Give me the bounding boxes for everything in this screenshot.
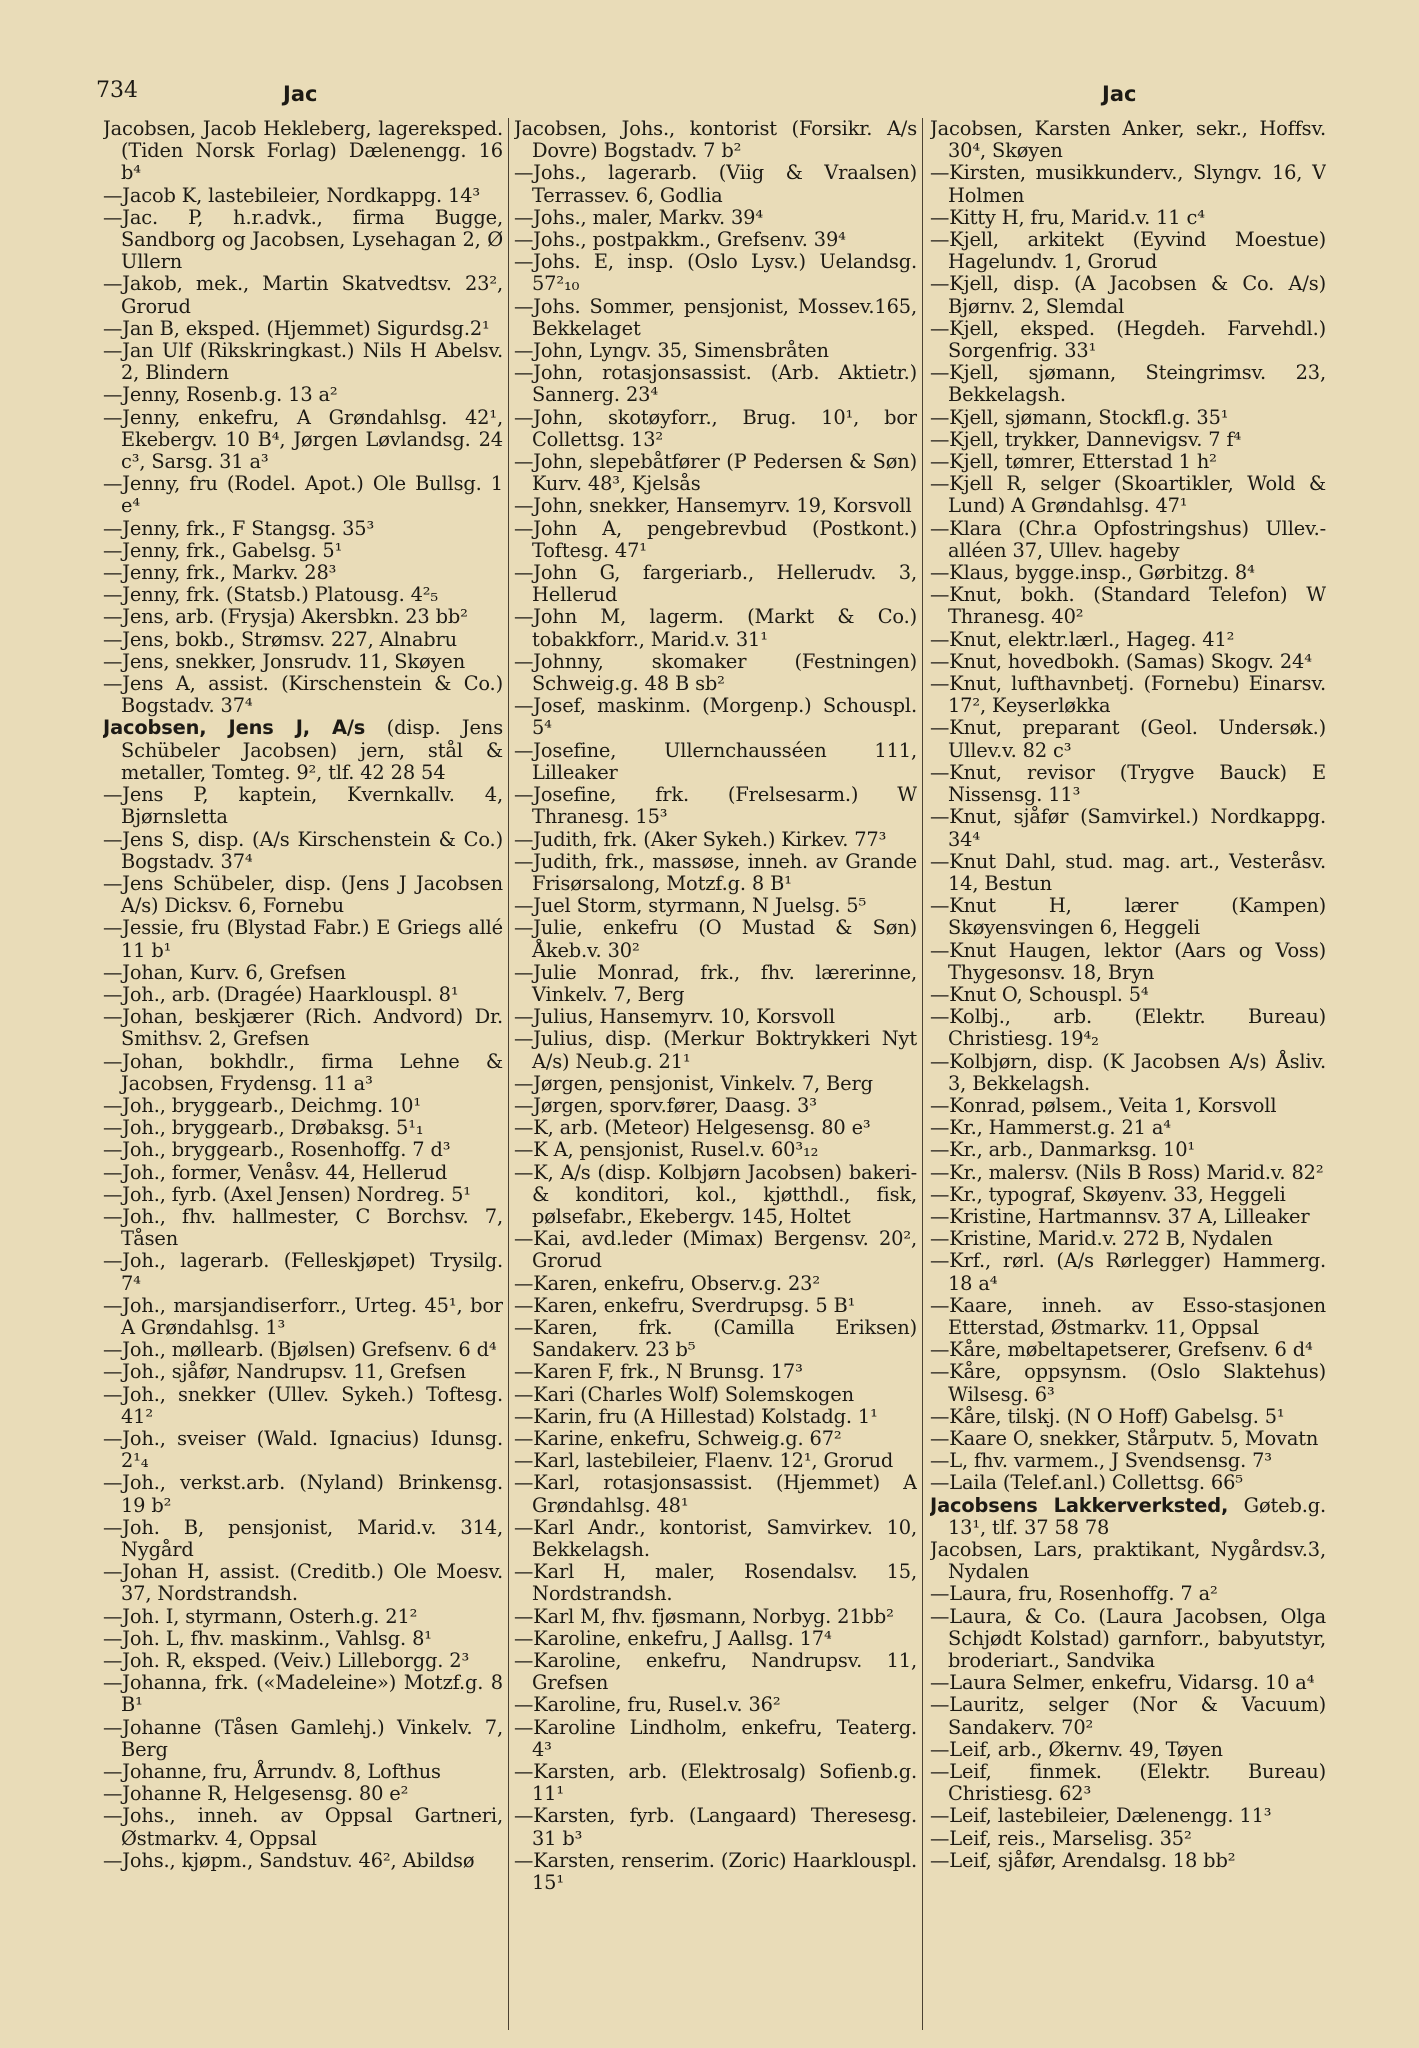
directory-entry: —Kjell, trykker, Dannevigsv. 7 f⁴ bbox=[930, 427, 1242, 451]
directory-entry: —Leif, arb., Økernv. 49, Tøyen bbox=[930, 1737, 1223, 1761]
directory-entry: —Jens, arb. (Frysja) Akersbkn. 23 bb² bbox=[103, 605, 468, 629]
directory-entry: —Leif, lastebileier, Dælenengg. 11³ bbox=[930, 1804, 1272, 1828]
directory-entry: —Knut, sjåfør (Samvirkel.) Nordkappg. 34⁴ bbox=[930, 805, 1326, 851]
directory-entry: —Karen, enkefru, Sverdrupsg. 5 B¹ bbox=[514, 1293, 856, 1317]
directory-entry: —Kr., malersv. (Nils B Ross) Marid.v. 82² bbox=[930, 1160, 1324, 1184]
directory-entry: —Kjell, tømrer, Etterstad 1 h² bbox=[930, 450, 1217, 474]
directory-entry: —Joh. R, eksped. (Veiv.) Lilleborgg. 2³ bbox=[103, 1649, 470, 1673]
directory-entry: —Josefine, frk. (Frelsesarm.) W Thranesg. 15³ bbox=[514, 783, 917, 829]
directory-entry: —Jessie, fru (Blystad Fabr.) E Griegs allé 11 b¹ bbox=[103, 916, 503, 962]
directory-entry: —Jenny, enkefru, A Grøndahlsg. 42¹, Ekebergv. 10 B⁴, Jørgen Løvlandsg. 24 c³, Sarsg. 31 a³ bbox=[103, 405, 503, 474]
directory-entry: —K, arb. (Meteor) Helgesensg. 80 e³ bbox=[514, 1116, 871, 1140]
directory-entry: —Knut, revisor (Trygve Bauck) E Nissensg. 11³ bbox=[930, 760, 1326, 807]
directory-entry: —Jenny, frk., F Stangsg. 35³ bbox=[103, 516, 375, 540]
directory-entry: —Jenny, frk., Markv. 28³ bbox=[103, 561, 337, 585]
directory-entry: —Klara (Chr.a Opfostringshus) Ullev.-alléen 37, Ullev. hageby bbox=[930, 516, 1326, 562]
directory-entry: —Kr., typograf, Skøyenv. 33, Heggeli bbox=[930, 1182, 1286, 1206]
directory-entry: —K, A/s (disp. Kolbjørn Jacobsen) bakeri- & konditori, kol., kjøtthdl., fisk, pølsefabr., Ekebergv. 145, Holtet bbox=[514, 1160, 917, 1228]
directory-entry: —Kirsten, musikkunderv., Slyngv. 16, V Holmen bbox=[930, 161, 1326, 207]
directory-entry: Jacobsens Lakkerverksted, Gøteb.g. 13¹, tlf. 37 58 78 bbox=[930, 1493, 1326, 1539]
directory-entry: —Kjell, sjømann, Steingrimsv. 23, Bekkelagsh. bbox=[930, 361, 1326, 407]
directory-entry: —Jens, snekker, Jonsrudv. 11, Skøyen bbox=[103, 649, 466, 673]
directory-entry: —Knut, hovedbokh. (Samas) Skogv. 24⁴ bbox=[930, 649, 1312, 673]
directory-entry: —Kai, avd.leder (Mimax) Bergensv. 20², Grorud bbox=[514, 1227, 917, 1273]
directory-entry: —Kitty H, fru, Marid.v. 11 c⁴ bbox=[930, 205, 1205, 229]
directory-entry: —Knut, bokh. (Standard Telefon) W Thranesg. 40² bbox=[930, 583, 1326, 629]
directory-entry: —Johan H, assist. (Creditb.) Ole Moesv. 37, Nordstrandsh. bbox=[103, 1560, 503, 1606]
directory-entry: —Julie Monrad, frk., fhv. lærerinne, Vinkelv. 7, Berg bbox=[514, 960, 917, 1006]
column-2 bbox=[514, 118, 917, 2038]
running-header-right: Jac bbox=[1102, 82, 1137, 106]
directory-entry: —Kari (Charles Wolf) Solemskogen bbox=[514, 1382, 854, 1406]
directory-entry: —Knut Haugen, lektor (Aars og Voss) Thygesonsv. 18, Bryn bbox=[930, 938, 1326, 984]
directory-entry: —Johs. Sommer, pensjonist, Mossev.165, Bekkelaget bbox=[514, 294, 917, 340]
directory-entry: —Joh., arb. (Dragée) Haarklouspl. 8¹ bbox=[103, 982, 459, 1006]
directory-entry: —Jørgen, sporv.fører, Daasg. 3³ bbox=[514, 1093, 817, 1117]
directory-entry: —Joh., bryggearb., Rosenhoffg. 7 d³ bbox=[103, 1138, 451, 1162]
directory-entry: —Julius, disp. (Merkur Boktrykkeri Nyt A/s) Neub.g. 21¹ bbox=[514, 1027, 917, 1073]
directory-entry: —Kolbj., arb. (Elektr. Bureau) Christiesg. 19⁴₂ bbox=[930, 1005, 1326, 1051]
directory-entry: —Knut O, Schouspl. 5⁴ bbox=[930, 982, 1149, 1006]
directory-entry: —Karoline Lindholm, enkefru, Teaterg. 4³ bbox=[514, 1715, 917, 1761]
directory-entry: —Karine, enkefru, Schweig.g. 67² bbox=[514, 1426, 842, 1450]
directory-entry: —Laura, & Co. (Laura Jacobsen, Olga Schjødt Kolstad) garnforr., babyutstyr, broderiart., Sandvika bbox=[930, 1604, 1326, 1673]
directory-entry: —Leif, reis., Marselisg. 35² bbox=[930, 1826, 1192, 1850]
directory-entry: —Kr., Hammerst.g. 21 a⁴ bbox=[930, 1116, 1171, 1140]
directory-entry: —Juel Storm, styrmann, N Juelsg. 5⁵ bbox=[514, 894, 867, 918]
directory-entry: Jacobsen, Jens J, A/s (disp. Jens Schübeler Jacobsen) jern, stål & metaller, Tomteg. 9², tlf. 42 28 54 bbox=[103, 716, 503, 784]
directory-entry: —Joh. L, fhv. maskinm., Vahlsg. 8¹ bbox=[103, 1626, 432, 1650]
directory-entry: —John, skotøyforr., Brug. 10¹, bor Collettsg. 13² bbox=[514, 405, 917, 451]
directory-entry: —Kjell R, selger (Skoartikler, Wold & Lund) A Grøndahlsg. 47¹ bbox=[930, 472, 1326, 518]
directory-entry: —John M, lagerm. (Markt & Co.) tobakkforr., Marid.v. 31¹ bbox=[514, 605, 917, 651]
directory-columns bbox=[0, 118, 1419, 2038]
directory-entry: —Karsten, fyrb. (Langaard) Theresesg. 31 b³ bbox=[514, 1804, 917, 1850]
directory-entry: —Kjell, arkitekt (Eyvind Moestue) Hagelundv. 1, Grorud bbox=[930, 228, 1326, 274]
directory-entry: —Kåre, oppsynsm. (Oslo Slaktehus) Wilsesg. 6³ bbox=[930, 1360, 1326, 1406]
directory-entry: —Johnny, skomaker (Festningen) Schweig.g. 48 B sb² bbox=[514, 649, 917, 696]
directory-entry: —Kr., arb., Danmarksg. 10¹ bbox=[930, 1138, 1196, 1162]
directory-entry: —Lauritz, selger (Nor & Vacuum) Sandakerv. 70² bbox=[930, 1693, 1326, 1739]
running-header-left: Jac bbox=[283, 82, 318, 106]
directory-entry: —Jan B, eksped. (Hjemmet) Sigurdsg.2¹ bbox=[103, 316, 490, 340]
directory-entry: —John A, pengebrevbud (Postkont.) Toftesg. 47¹ bbox=[514, 516, 917, 562]
directory-entry: —Kaare O, snekker, Stårputv. 5, Movatn bbox=[930, 1426, 1319, 1450]
directory-entry: —Johanne (Tåsen Gamlehj.) Vinkelv. 7, Berg bbox=[103, 1715, 503, 1761]
directory-entry: —Leif, sjåfør, Arendalsg. 18 bb² bbox=[930, 1848, 1236, 1872]
column-1 bbox=[103, 118, 503, 2038]
directory-entry: —Julius, Hansemyrv. 10, Korsvoll bbox=[514, 1005, 835, 1029]
directory-entry: —Joh., møllearb. (Bjølsen) Grefsenv. 6 d⁴ bbox=[103, 1338, 497, 1362]
directory-entry: Jacobsen, Jacob Hekleberg, lagereksped. (Tiden Norsk Forlag) Dælenengg. 16 b⁴ bbox=[103, 118, 503, 185]
directory-entry: —Knut H, lærer (Kampen) Skøyensvingen 6, Heggeli bbox=[930, 894, 1326, 940]
directory-entry: —Jenny, Rosenb.g. 13 a² bbox=[103, 383, 338, 407]
directory-entry: —Kristine, Marid.v. 272 B, Nydalen bbox=[930, 1227, 1273, 1251]
directory-entry: —Johs., postpakkm., Grefsenv. 39⁴ bbox=[514, 228, 846, 252]
directory-entry: —Joh., bryggearb., Drøbaksg. 5¹₁ bbox=[103, 1116, 424, 1140]
directory-entry: —Karl, rotasjonsassist. (Hjemmet) A Grøndahlsg. 48¹ bbox=[514, 1471, 917, 1517]
directory-entry: —Joh., snekker (Ullev. Sykeh.) Toftesg. 41² bbox=[103, 1382, 503, 1428]
directory-entry: —Johan, beskjærer (Rich. Andvord) Dr. Smithsv. 2, Grefsen bbox=[103, 1005, 503, 1051]
directory-entry: —John, Lyngv. 35, Simensbråten bbox=[514, 339, 829, 363]
directory-entry: —Karin, fru (A Hillestad) Kolstadg. 1¹ bbox=[514, 1404, 878, 1428]
directory-entry: —Judith, frk., massøse, inneh. av Grande Frisørsalong, Motzf.g. 8 B¹ bbox=[514, 849, 917, 895]
directory-entry: —Judith, frk. (Aker Sykeh.) Kirkev. 77³ bbox=[514, 827, 887, 851]
directory-entry: —Karen F, frk., N Brunsg. 17³ bbox=[514, 1360, 803, 1384]
directory-entry: —Johan, bokhdlr., firma Lehne & Jacobsen, Frydensg. 11 a³ bbox=[103, 1049, 503, 1095]
directory-entry: —Karl Andr., kontorist, Samvirkev. 10, Bekkelagsh. bbox=[514, 1515, 917, 1561]
directory-entry: —Laila (Telef.anl.) Collettsg. 66⁵ bbox=[930, 1471, 1243, 1495]
directory-entry: —Jens A, assist. (Kirschenstein & Co.) Bogstadv. 37⁴ bbox=[103, 672, 503, 718]
directory-entry: —Joh. I, styrmann, Osterh.g. 21² bbox=[103, 1604, 418, 1628]
directory-entry: —Johs., kjøpm., Sandstuv. 46², Abildsø bbox=[103, 1848, 475, 1872]
directory-entry: —Karen, frk. (Camilla Eriksen) Sandakerv. 23 b⁵ bbox=[514, 1315, 917, 1362]
directory-entry: —Johs., inneh. av Oppsal Gartneri, Østmarkv. 4, Oppsal bbox=[103, 1804, 503, 1850]
directory-entry: —Joh., fhv. hallmester, C Borchsv. 7, Tåsen bbox=[103, 1204, 503, 1251]
directory-entry: —Jenny, fru (Rodel. Apot.) Ole Bullsg. 1 e⁴ bbox=[103, 472, 503, 518]
directory-entry: —Julie, enkefru (O Mustad & Søn) Åkeb.v. 30² bbox=[514, 916, 917, 962]
directory-entry: —Johs. E, insp. (Oslo Lysv.) Uelandsg. 57²₁₀ bbox=[514, 250, 917, 296]
directory-entry: —Jørgen, pensjonist, Vinkelv. 7, Berg bbox=[514, 1071, 873, 1095]
directory-entry: —Jacob K, lastebileier, Nordkappg. 14³ bbox=[103, 183, 481, 207]
directory-entry: —Johanna, frk. («Madeleine») Motzf.g. 8 B¹ bbox=[103, 1671, 503, 1717]
directory-entry: Jacobsen, Lars, praktikant, Nygårdsv.3, Nydalen bbox=[930, 1538, 1326, 1584]
directory-entry: —Karsten, renserim. (Zoric) Haarklouspl. 15¹ bbox=[514, 1848, 917, 1895]
directory-entry: —Jenny, frk., Gabelsg. 5¹ bbox=[103, 538, 343, 562]
directory-entry: —Johanne, fru, Årrundv. 8, Lofthus bbox=[103, 1760, 441, 1784]
directory-entry: —Joh., lagerarb. (Felleskjøpet) Trysilg. 7⁴ bbox=[103, 1249, 503, 1295]
directory-entry: —Joh., sjåfør, Nandrupsv. 11, Grefsen bbox=[103, 1360, 466, 1384]
directory-entry: —Jakob, mek., Martin Skatvedtsv. 23², Grorud bbox=[103, 272, 503, 318]
directory-entry: —John, snekker, Hansemyrv. 19, Korsvoll bbox=[514, 494, 912, 518]
directory-entry: —Joh. B, pensjonist, Marid.v. 314, Nygård bbox=[103, 1515, 503, 1561]
directory-entry: —Josefine, Ullernchausséen 111, Lilleaker bbox=[514, 738, 917, 784]
directory-entry: —Jens Schübeler, disp. (Jens J Jacobsen A/s) Dicksv. 6, Fornebu bbox=[103, 871, 503, 918]
directory-entry: —Johan, Kurv. 6, Grefsen bbox=[103, 960, 346, 984]
directory-entry: —Johs., lagerarb. (Viig & Vraalsen) Terrassev. 6, Godlia bbox=[514, 161, 917, 207]
directory-entry: —Karoline, enkefru, J Aallsg. 17⁴ bbox=[514, 1626, 832, 1650]
directory-entry: —Klaus, bygge.insp., Gørbitzg. 8⁴ bbox=[930, 561, 1255, 585]
directory-entry: —Jens S, disp. (A/s Kirschenstein & Co.) Bogstadv. 37⁴ bbox=[103, 827, 503, 873]
directory-entry: —Joh., fyrb. (Axel Jensen) Nordreg. 5¹ bbox=[103, 1182, 471, 1206]
column-3 bbox=[930, 118, 1326, 2038]
directory-entry: —Johs., maler, Markv. 39⁴ bbox=[514, 205, 763, 229]
directory-entry: —Johanne R, Helgesensg. 80 e² bbox=[103, 1782, 409, 1806]
directory-entry: —Karoline, fru, Rusel.v. 36² bbox=[514, 1693, 781, 1717]
directory-entry: —Konrad, pølsem., Veita 1, Korsvoll bbox=[930, 1093, 1277, 1117]
directory-entry: —Jenny, frk. (Statsb.) Platousg. 4²₅ bbox=[103, 583, 439, 607]
directory-entry: —Knut Dahl, stud. mag. art., Vesteråsv. 14, Bestun bbox=[930, 849, 1326, 895]
directory-entry: —Kaare, inneh. av Esso-stasjonen Etterstad, Østmarkv. 11, Oppsal bbox=[930, 1293, 1326, 1339]
directory-entry: —John, slepebåtfører (P Pedersen & Søn) Kurv. 48³, Kjelsås bbox=[514, 450, 917, 496]
directory-entry: —Karl, lastebileier, Flaenv. 12¹, Grorud bbox=[514, 1449, 894, 1473]
directory-entry: —John G, fargeriarb., Hellerudv. 3, Hellerud bbox=[514, 561, 917, 607]
directory-entry: —Kolbjørn, disp. (K Jacobsen A/s) Åsliv. 3, Bekkelagsh. bbox=[930, 1049, 1326, 1095]
directory-entry: —Joh., sveiser (Wald. Ignacius) Idunsg. 2¹₄ bbox=[103, 1426, 503, 1473]
directory-entry: —Laura Selmer, enkefru, Vidarsg. 10 a⁴ bbox=[930, 1671, 1315, 1695]
directory-entry: —Joh., marsjandiserforr., Urteg. 45¹, bor A Grøndahlsg. 1³ bbox=[103, 1293, 503, 1339]
directory-entry: —Joh., bryggearb., Deichmg. 10¹ bbox=[103, 1093, 421, 1117]
page-number: 734 bbox=[96, 78, 138, 103]
directory-entry: —Knut, elektr.lærl., Hageg. 41² bbox=[930, 627, 1235, 651]
directory-entry: Jacobsen, Karsten Anker, sekr., Hoffsv. 30⁴, Skøyen bbox=[930, 118, 1326, 163]
directory-entry: —John, rotasjonsassist. (Arb. Aktietr.) Sannerg. 23⁴ bbox=[514, 361, 917, 407]
directory-entry: —Krf., rørl. (A/s Rørlegger) Hammerg. 18 a⁴ bbox=[930, 1249, 1326, 1295]
directory-entry: —Kristine, Hartmannsv. 37 A, Lilleaker bbox=[930, 1204, 1310, 1228]
directory-entry: —Karl M, fhv. fjøsmann, Norbyg. 21bb² bbox=[514, 1604, 894, 1628]
directory-entry: —Karsten, arb. (Elektrosalg) Sofienb.g. 11¹ bbox=[514, 1760, 917, 1806]
directory-entry: —Knut, preparant (Geol. Undersøk.) Ullev.v. 82 c³ bbox=[930, 716, 1326, 762]
directory-entry: —Karoline, enkefru, Nandrupsv. 11, Grefsen bbox=[514, 1649, 917, 1695]
directory-entry: —Joh., former, Venåsv. 44, Hellerud bbox=[103, 1160, 448, 1184]
directory-entry: —Leif, finmek. (Elektr. Bureau) Christiesg. 62³ bbox=[930, 1760, 1326, 1806]
directory-entry: —Knut, lufthavnbetj. (Fornebu) Einarsv. 17², Keyserløkka bbox=[930, 672, 1326, 718]
directory-entry: —Kåre, tilskj. (N O Hoff) Gabelsg. 5¹ bbox=[930, 1404, 1285, 1428]
directory-entry: —Jens P, kaptein, Kvernkallv. 4, Bjørnsletta bbox=[103, 783, 503, 829]
directory-entry: —Kjell, disp. (A Jacobsen & Co. A/s) Bjørnv. 2, Slemdal bbox=[930, 272, 1326, 318]
directory-entry: —Kjell, sjømann, Stockfl.g. 35¹ bbox=[930, 405, 1229, 429]
directory-entry: —Joh., verkst.arb. (Nyland) Brinkensg. 19 b² bbox=[103, 1471, 503, 1517]
directory-entry: —Jens, bokb., Strømsv. 227, Alnabru bbox=[103, 627, 457, 651]
directory-entry: —K A, pensjonist, Rusel.v. 60³₁₂ bbox=[514, 1138, 819, 1162]
directory-entry: —L, fhv. varmem., J Svendsensg. 7³ bbox=[930, 1449, 1272, 1473]
directory-entry: —Kjell, eksped. (Hegdeh. Farvehdl.) Sorgenfrig. 33¹ bbox=[930, 316, 1326, 363]
directory-entry: —Karl H, maler, Rosendalsv. 15, Nordstrandsh. bbox=[514, 1560, 917, 1606]
directory-entry: —Jan Ulf (Rikskringkast.) Nils H Abelsv. 2, Blindern bbox=[103, 339, 503, 385]
directory-entry: —Karen, enkefru, Observ.g. 23² bbox=[514, 1271, 820, 1295]
directory-entry: —Josef, maskinm. (Morgenp.) Schouspl. 5⁴ bbox=[514, 694, 917, 740]
directory-entry: —Laura, fru, Rosenhoffg. 7 a² bbox=[930, 1582, 1218, 1606]
directory-entry: —Jac. P, h.r.advk., firma Bugge, Sandborg og Jacobsen, Lysehagan 2, Ø Ullern bbox=[103, 205, 503, 274]
directory-entry: Jacobsen, Johs., kontorist (Forsikr. A/s Dovre) Bogstadv. 7 b² bbox=[514, 118, 917, 163]
directory-entry: —Kåre, møbeltapetserer, Grefsenv. 6 d⁴ bbox=[930, 1338, 1313, 1362]
